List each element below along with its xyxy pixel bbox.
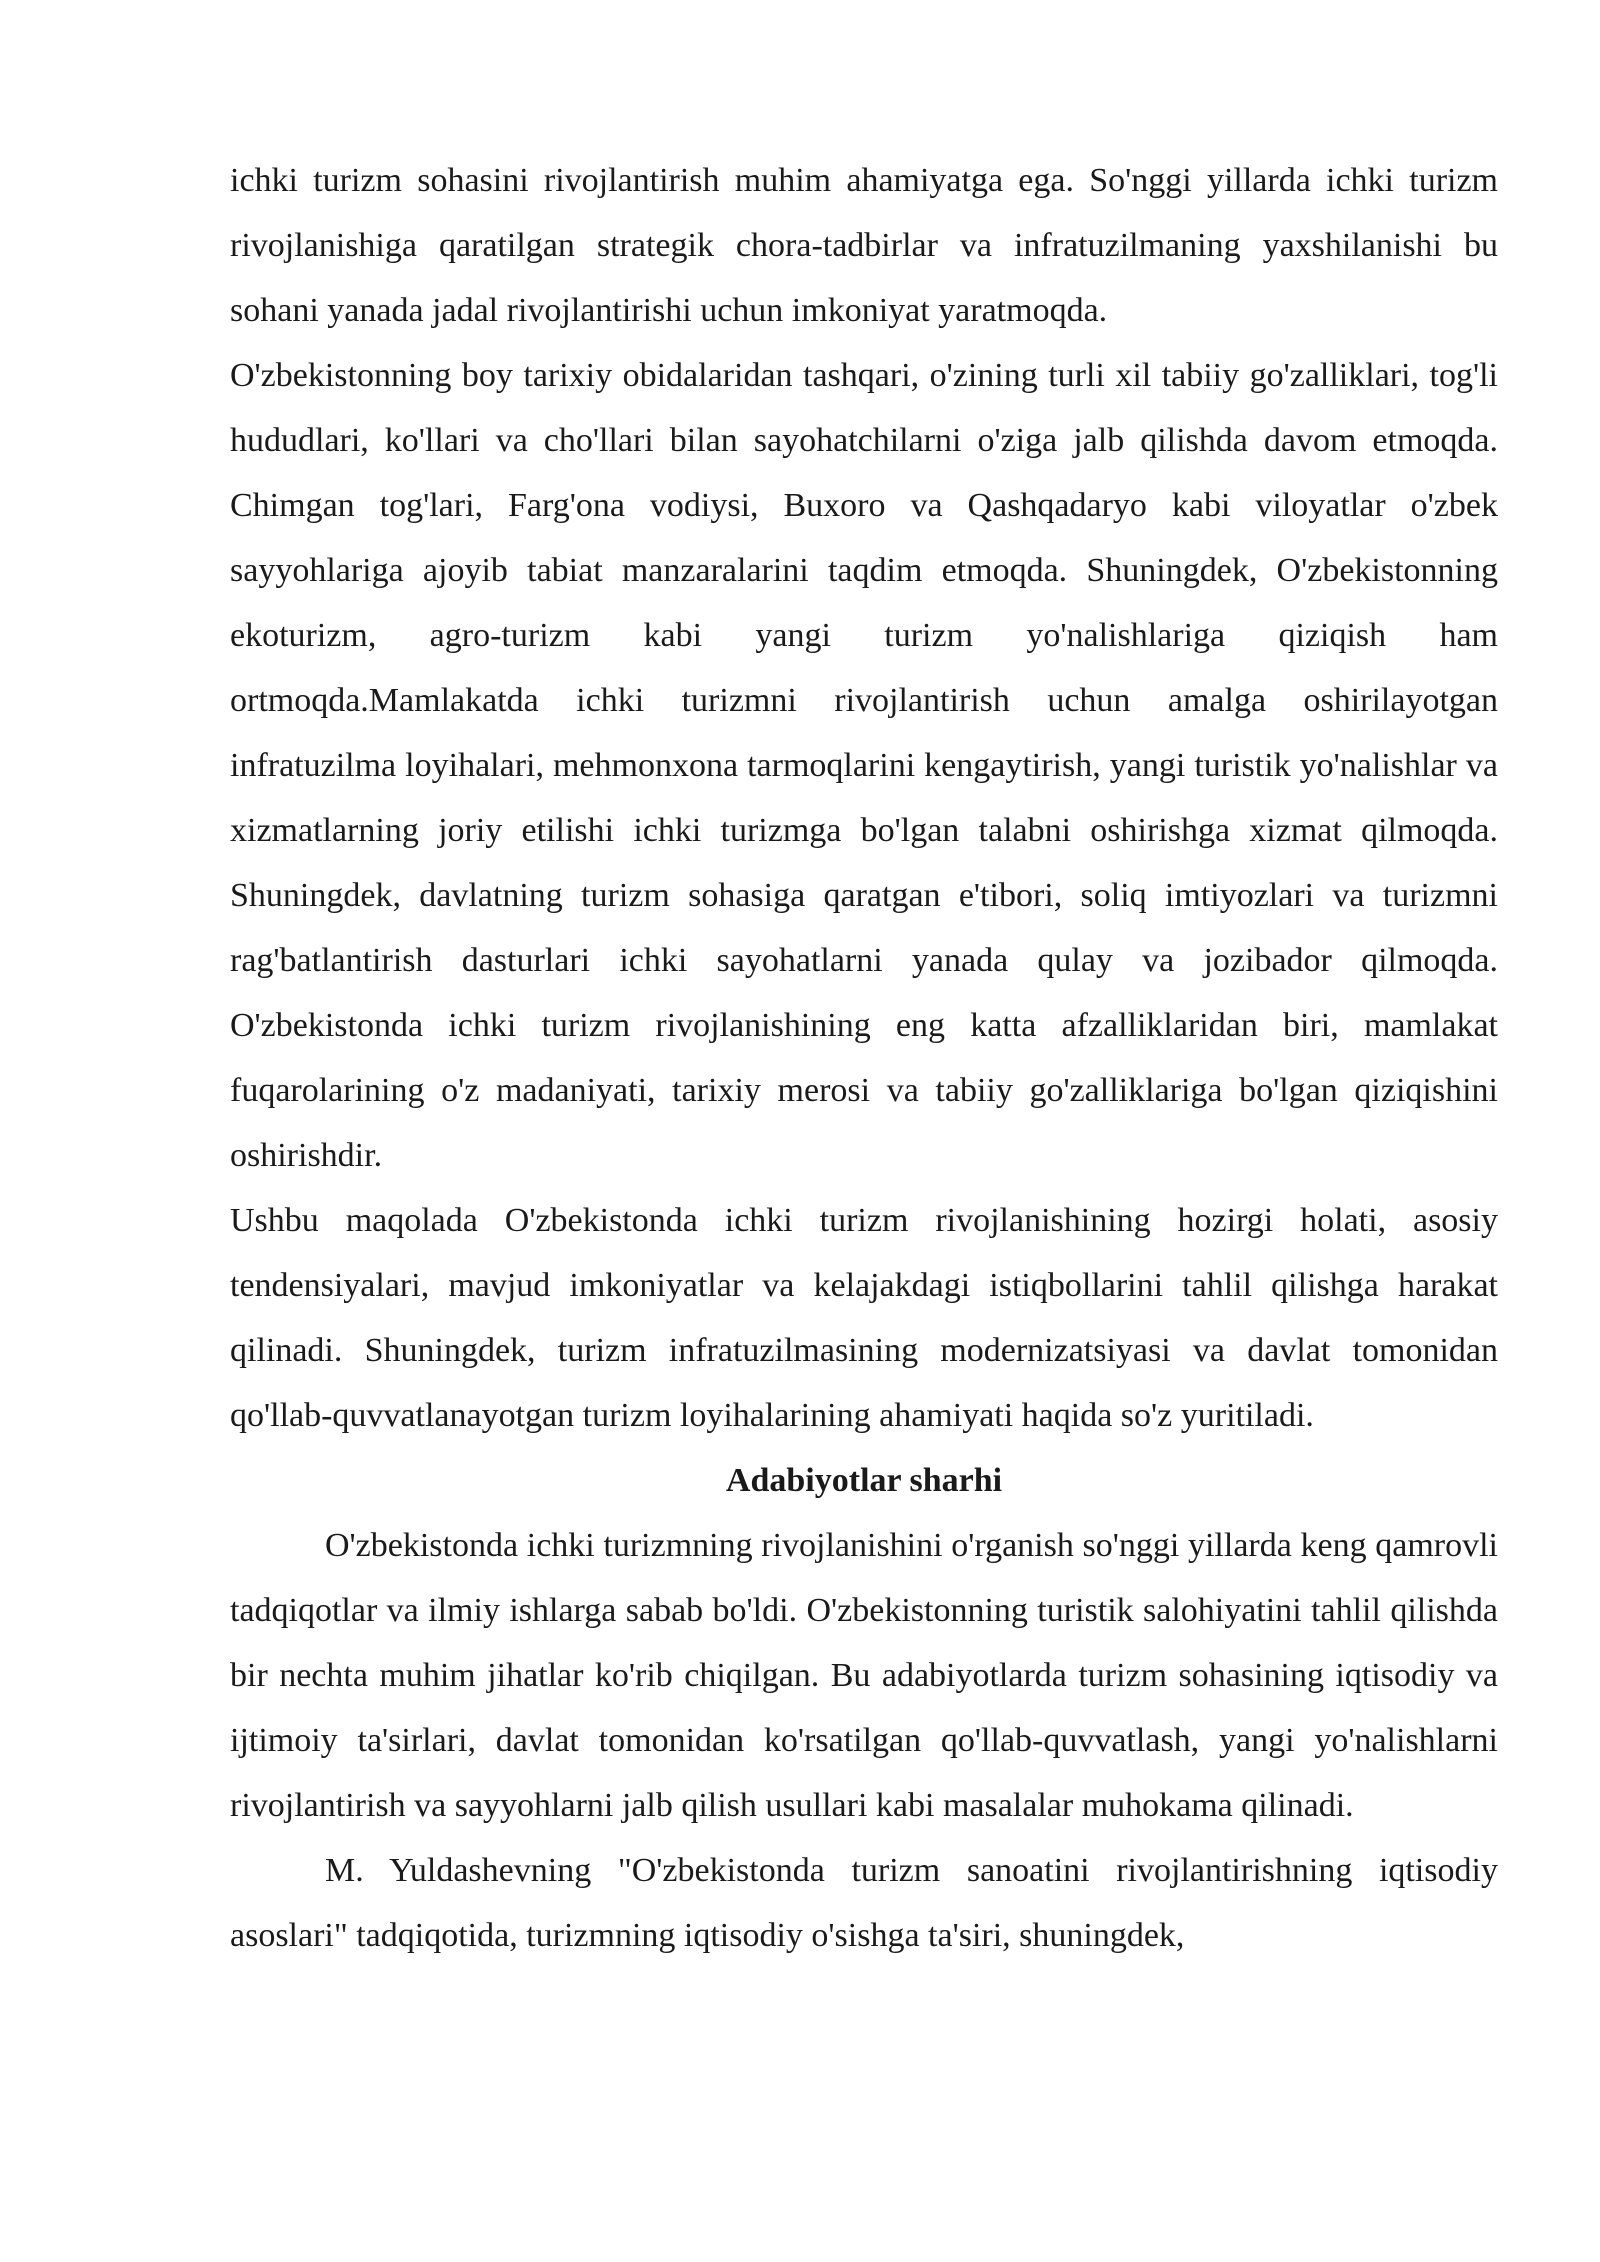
paragraph-review-1: O'zbekistonda ichki turizmning rivojlanishini o'rganish so'nggi yillarda keng qamrovli tadqiqotlar va ilmiy ishlarga sabab bo'ldi. O'zbekistonning turistik salohiyatini tahlil qilishda bir nechta muhim jihatlar ko'rib chiqilgan. Bu adabiyotlarda turizm sohasining iqtisodiy va ijtimoiy ta'sirlari, davlat tomonidan ko'rsatilgan qo'llab-quvvatlash, yangi yo'nalishlarni rivojlantirish va sayyohlarni jalb qilish usullari kabi masalalar muhokama qilinadi. (230, 1527, 1498, 1824)
paragraph-intro-3: Ushbu maqolada O'zbekistonda ichki turizm rivojlanishining hozirgi holati, asosiy tendensiyalari, mavjud imkoniyatlar va kelajakdagi istiqbollarini tahlil qilishga harakat qilinadi. Shuningdek, turizm infratuzilmasining modernizatsiyasi va davlat tomonidan qo'llab-quvvatlanayotgan turizm loyihalarining ahamiyati haqida so'z yuritiladi. (230, 1202, 1498, 1434)
section-heading: Adabiyotlar sharhi (725, 1462, 1003, 1499)
paragraph-intro-2: O'zbekistonning boy tarixiy obidalaridan tashqari, o'zining turli xil tabiiy go'zalliklari, tog'li hududlari, ko'llari va cho'llari bilan sayohatchilarni o'ziga jalb qilishda davom etmoqda. Chimgan tog'lari, Farg'ona vodiysi, Buxoro va Qashqadaryo kabi viloyatlar o'zbek sayyohlariga ajoyib tabiat manzaralarini taqdim etmoqda. Shuningdek, O'zbekistonning ekoturizm, agro-turizm kabi yangi turizm yo'nalishlariga qiziqish ham ortmoqda.Mamlakatda ichki turizmni rivojlantirish uchun amalga oshirilayotgan infratuzilma loyihalari, mehmonxona tarmoqlarini kengaytirish, yangi turistik yo'nalishlar va xizmatlarning joriy etilishi ichki turizmga bo'lgan talabni oshirishga xizmat qilmoqda. Shuningdek, davlatning turizm sohasiga qaratgan e'tibori, soliq imtiyozlari va turizmni rag'batlantirish dasturlari ichki sayohatlarni yanada qulay va jozibador qilmoqda. O'zbekistonda ichki turizm rivojlanishining eng katta afzalliklaridan biri, mamlakat fuqarolarining o'z madaniyati, tarixiy merosi va tabiiy go'zalliklariga bo'lgan qiziqishini oshirishdir. (230, 357, 1498, 1174)
paragraph-review-2: M. Yuldashevning "O'zbekistonda turizm sanoatini rivojlantirishning iqtisodiy asoslari" tadqiqotida, turizmning iqtisodiy o'sishga ta'siri, shuningdek, (230, 1852, 1498, 1954)
document-page (230, 148, 1498, 1968)
paragraph-intro-1: ichki turizm sohasini rivojlantirish muhim ahamiyatga ega. So'nggi yillarda ichki turizm rivojlanishiga qaratilgan strategik chora-tadbirlar va infratuzilmaning yaxshilanishi bu sohani yanada jadal rivojlantirishi uchun imkoniyat yaratmoqda. (230, 162, 1498, 329)
